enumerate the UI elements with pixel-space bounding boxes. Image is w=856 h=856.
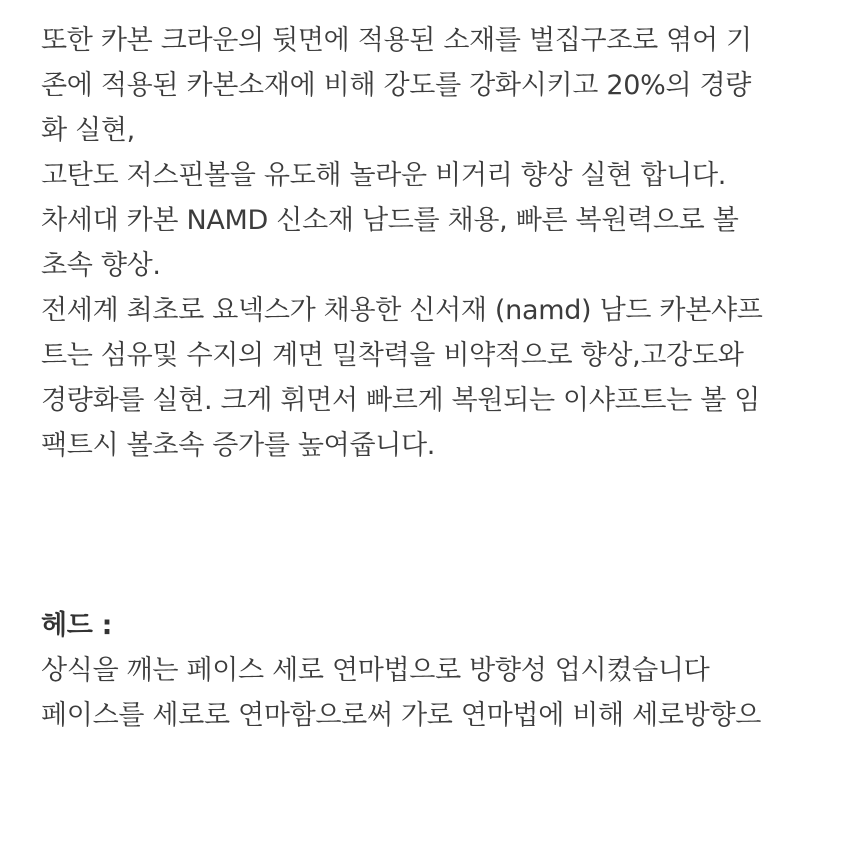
text-line: 존에 적용된 카본소재에 비해 강도를 강화시키고 20%의 경량 — [41, 70, 752, 101]
head-section — [41, 603, 841, 738]
text-line: 초속 향상. — [41, 250, 161, 281]
document-body — [41, 18, 841, 738]
text-line: 경량화를 실현. 크게 휘면서 빠르게 복원되는 이샤프트는 볼 임 — [41, 385, 761, 416]
text-line: 전세계 최초로 요넥스가 채용한 신서재 (namd) 남드 카본샤프 — [41, 295, 763, 326]
text-line: 트는 섬유및 수지의 계면 밀착력을 비약적으로 향상,고강도와 — [41, 340, 744, 371]
text-line: 화 실현, — [41, 115, 135, 146]
paragraph-namd-shaft — [41, 288, 841, 468]
paragraph-crown-material — [41, 18, 841, 153]
text-line: 페이스를 세로로 연마함으로써 가로 연마법에 비해 세로방향으 — [41, 700, 762, 731]
text-line: 차세대 카본 NAMD 신소재 남드를 채용, 빠른 복원력으로 볼 — [41, 205, 739, 236]
section-heading: 헤드 : — [41, 610, 113, 641]
text-line: 고탄도 저스핀볼을 유도해 놀라운 비거리 향상 실현 합니다. — [41, 160, 727, 191]
paragraph-distance — [41, 153, 841, 198]
section-gap — [41, 468, 841, 603]
text-line: 팩트시 볼초속 증가를 높여줍니다. — [41, 430, 436, 461]
text-line: 상식을 깨는 페이스 세로 연마법으로 방향성 업시켰습니다 — [41, 655, 710, 686]
paragraph-namd-material — [41, 198, 841, 288]
text-line: 또한 카본 크라운의 뒷면에 적용된 소재를 벌집구조로 엮어 기 — [41, 25, 752, 56]
